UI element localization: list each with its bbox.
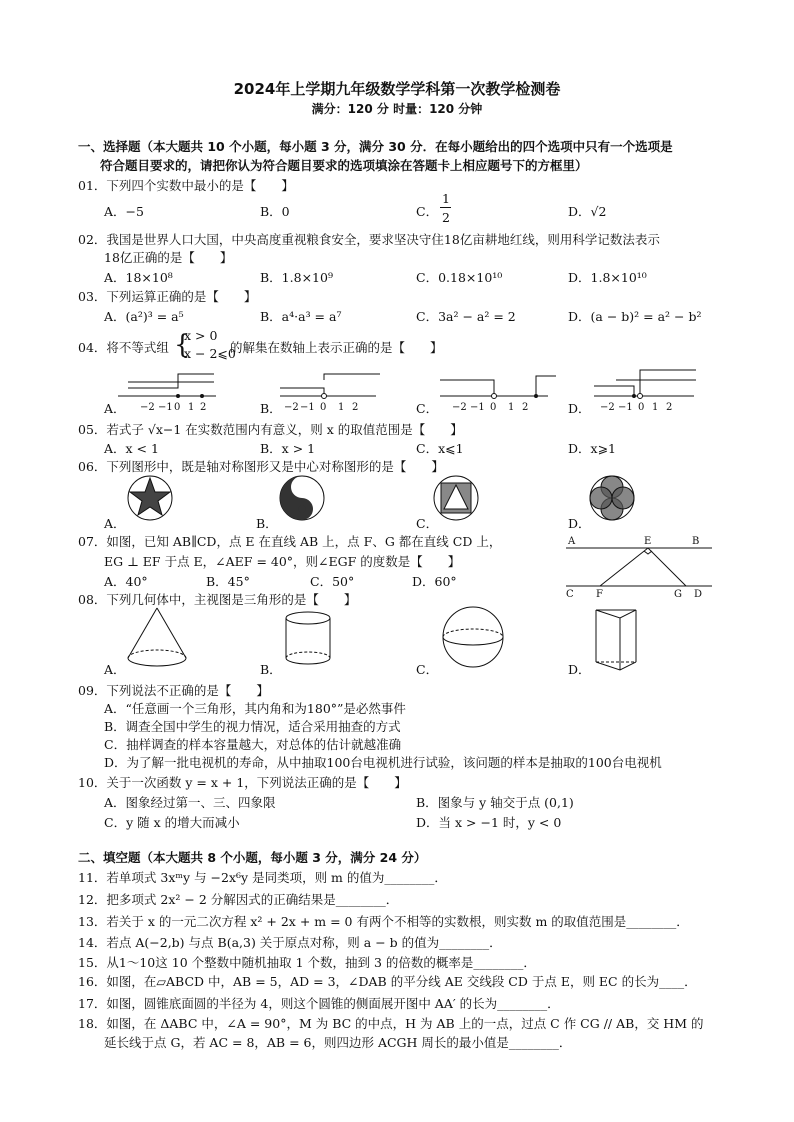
q8-option-b-label: B． — [260, 662, 282, 677]
q4-system-line1: x > 0 — [184, 328, 218, 343]
q15-text: 15．从1～10这 10 个整数中随机抽取 1 个数，抽到 3 的倍数的概率是________． — [78, 955, 536, 970]
q8-cylinder-figure — [282, 608, 336, 670]
q8-option-a-label: A． — [104, 662, 126, 677]
q9-option-c: C．抽样调查的样本容量越大，对总体的估计就越准确 — [104, 737, 402, 752]
q10-option-d: D．当 x > −1 时，y < 0 — [416, 815, 562, 830]
q4-option-c-label: C． — [416, 401, 439, 416]
q3-option-d: D．(a − b)² = a² − b² — [568, 309, 702, 324]
q7-option-a: A．40° — [104, 574, 148, 589]
q6-option-d-label: D． — [568, 516, 591, 531]
q4-option-b-label: B． — [260, 401, 282, 416]
q5-option-c: C．x⩽1 — [416, 441, 464, 456]
q6-option-c-label: C． — [416, 516, 439, 531]
q3-option-b: B．a⁴·a³ = a⁷ — [260, 309, 342, 324]
q4-brace: { — [174, 330, 191, 360]
page-subtitle: 满分：120 分 时量：120 分钟 — [311, 102, 483, 116]
q6-circle-square-triangle-figure — [432, 474, 480, 522]
q7-label-b: B — [692, 536, 700, 547]
q1-fraction-bar — [440, 207, 451, 208]
q1-option-c-numerator: 1 — [442, 191, 450, 206]
svg-text:0: 0 — [320, 402, 327, 413]
q7-label-c: C — [566, 589, 574, 600]
svg-text:1: 1 — [508, 402, 515, 413]
svg-text:2: 2 — [200, 402, 207, 413]
section1-heading-line2: 符合题目要求的，请把你认为符合题目要求的选项填涂在答题卡上相应题号下的方框里） — [100, 158, 588, 173]
q1-option-c-label: C． — [416, 204, 439, 219]
q6-option-a-label: A． — [104, 516, 126, 531]
svg-text:−2: −2 — [600, 402, 615, 413]
q8-sphere-figure — [440, 604, 506, 670]
q5-stem: 05．若式子 √x−1 在实数范围内有意义，则 x 的取值范围是【 】 — [78, 422, 463, 437]
q1-option-a: A．−5 — [104, 204, 144, 219]
svg-text:0: 0 — [174, 402, 181, 413]
section1-heading-line1: 一、选择题（本大题共 10 个小题，每小题 3 分，满分 30 分．在每小题给出的四个选项中只有一个选项是 — [78, 139, 673, 154]
q2-option-d: D．1.8×10¹⁰ — [568, 270, 647, 285]
svg-text:−1: −1 — [470, 402, 485, 413]
q7-option-d: D．60° — [412, 574, 457, 589]
q8-stem: 08．下列几何体中，主视图是三角形的是【 】 — [78, 592, 357, 607]
q6-star-in-circle-figure — [126, 474, 174, 522]
q5-option-d: D．x⩾1 — [568, 441, 616, 456]
q4-number-line-a — [118, 370, 218, 415]
q2-option-b: B．1.8×10⁹ — [260, 270, 333, 285]
svg-text:0: 0 — [490, 402, 497, 413]
q14-text: 14．若点 A(−2,b) 与点 B(a,3) 关于原点对称，则 a − b 的值为________． — [78, 935, 502, 950]
svg-text:0: 0 — [638, 402, 645, 413]
q1-option-d: D．√2 — [568, 204, 607, 219]
q8-cone-figure — [124, 604, 190, 670]
q10-option-a: A．图象经过第一、三、四象限 — [104, 795, 276, 810]
svg-text:2: 2 — [522, 402, 529, 413]
q4-option-d-label: D． — [568, 401, 591, 416]
q17-text: 17．如图，圆锥底面圆的半径为 4，则这个圆锥的侧面展开图中 AA′ 的长为________． — [78, 996, 560, 1011]
q9-option-b: B．调查全国中学生的视力情况，适合采用抽查的方式 — [104, 719, 401, 734]
q2-stem-line1: 02．我国是世界人口大国，中央高度重视粮食安全，要求坚决守住18亿亩耕地红线，则用科学记数法表示 — [78, 232, 660, 247]
q1-option-b: B．0 — [260, 204, 290, 219]
q3-option-a: A．(a²)³ = a⁵ — [104, 309, 184, 324]
q2-stem-line2: 18亿正确的是【 】 — [104, 250, 233, 265]
q6-yin-yang-figure — [278, 474, 326, 522]
q7-option-c: C．50° — [310, 574, 355, 589]
q6-stem: 06．下列图形中，既是轴对称图形又是中心对称图形的是【 】 — [78, 459, 444, 474]
section2-heading: 二、填空题（本大题共 8 个小题，每小题 3 分，满分 24 分） — [78, 850, 427, 865]
q4-system-line2: x − 2⩽0 — [184, 346, 236, 361]
q7-label-f: F — [596, 589, 603, 600]
q12-text: 12．把多项式 2x² − 2 分解因式的正确结果是________． — [78, 892, 399, 907]
q3-option-c: C．3a² − a² = 2 — [416, 309, 516, 324]
svg-text:−2: −2 — [452, 402, 467, 413]
q7-label-d: D — [694, 589, 703, 600]
svg-text:−1: −1 — [158, 402, 173, 413]
svg-text:1: 1 — [188, 402, 195, 413]
q9-option-d: D．为了解一批电视机的寿命，从中抽取100台电视机进行试验，该问题的样本是抽取的100台电视机 — [104, 755, 662, 770]
q1-option-c-denominator: 2 — [442, 210, 450, 225]
q1-stem: 01．下列四个实数中最小的是【 】 — [78, 178, 294, 193]
q11-text: 11．若单项式 3xᵐy 与 −2x⁶y 是同类项，则 m 的值为________． — [78, 870, 447, 885]
q7-parallel-lines-figure — [562, 532, 722, 600]
q10-option-b: B．图象与 y 轴交于点 (0,1) — [416, 795, 574, 810]
svg-text:2: 2 — [666, 402, 673, 413]
q4-number-line-c — [440, 370, 560, 415]
svg-text:1: 1 — [652, 402, 659, 413]
q3-stem: 03．下列运算正确的是【 】 — [78, 289, 257, 304]
q5-option-a: A．x < 1 — [104, 441, 159, 456]
q8-option-c-label: C． — [416, 662, 439, 677]
q5-option-b: B．x > 1 — [260, 441, 316, 456]
q4-option-a-label: A． — [104, 401, 126, 416]
q9-option-a: A．“任意画一个三角形，其内角和为180°”是必然事件 — [104, 701, 406, 716]
q13-text: 13．若关于 x 的一元二次方程 x² + 2x + m = 0 有两个不相等的实数根，则实数 m 的取值范围是________． — [78, 914, 689, 929]
q10-stem: 10．关于一次函数 y = x + 1，下列说法正确的是【 】 — [78, 775, 407, 790]
svg-text:−2: −2 — [140, 402, 155, 413]
q7-label-a: A — [568, 536, 576, 547]
q2-option-c: C．0.18×10¹⁰ — [416, 270, 503, 285]
q8-triangular-prism-figure — [592, 604, 644, 674]
q18-text-line1: 18．如图，在 ΔABC 中，∠A = 90°，M 为 BC 的中点，H 为 AB 上的一点，过点 C 作 CG // AB，交 HM 的 — [78, 1016, 704, 1031]
q18-text-line2: 延长线于点 G，若 AC = 8，AB = 6，则四边形 ACGH 周长的最小值是________． — [104, 1035, 572, 1050]
q7-label-g: G — [674, 589, 682, 600]
q9-stem: 09．下列说法不正确的是【 】 — [78, 683, 269, 698]
svg-text:1: 1 — [338, 402, 345, 413]
svg-text:2: 2 — [352, 402, 359, 413]
q6-option-b-label: B． — [256, 516, 278, 531]
page-title: 2024年上学期九年级数学学科第一次教学检测卷 — [233, 80, 561, 98]
svg-text:−1: −1 — [618, 402, 633, 413]
svg-text:−2: −2 — [284, 402, 299, 413]
q4-number-line-d — [590, 368, 700, 415]
q4-stem-post: 的解集在数轴上表示正确的是【 】 — [230, 340, 443, 355]
q2-option-a: A．18×10⁸ — [104, 270, 173, 285]
q6-four-petal-figure — [588, 474, 636, 522]
q7-stem-line2: EG ⊥ EF 于点 E，∠AEF = 40°，则∠EGF 的度数是【 】 — [104, 554, 461, 569]
q7-option-b: B．45° — [206, 574, 250, 589]
q8-option-d-label: D． — [568, 662, 591, 677]
q7-label-e: E — [644, 536, 652, 547]
q16-text: 16．如图，在▱ABCD 中，AB = 5，AD = 3，∠DAB 的平分线 AE 交线段 CD 于点 E，则 EC 的长为____． — [78, 974, 697, 989]
q7-stem-line1: 07．如图，已知 AB∥CD，点 E 在直线 AB 上，点 F、G 都在直线 CD 上， — [78, 534, 502, 549]
svg-text:−1: −1 — [300, 402, 315, 413]
q4-number-line-b — [276, 370, 386, 415]
q4-stem-pre: 04．将不等式组 — [78, 340, 169, 355]
q10-option-c: C．y 随 x 的增大而减小 — [104, 815, 240, 830]
